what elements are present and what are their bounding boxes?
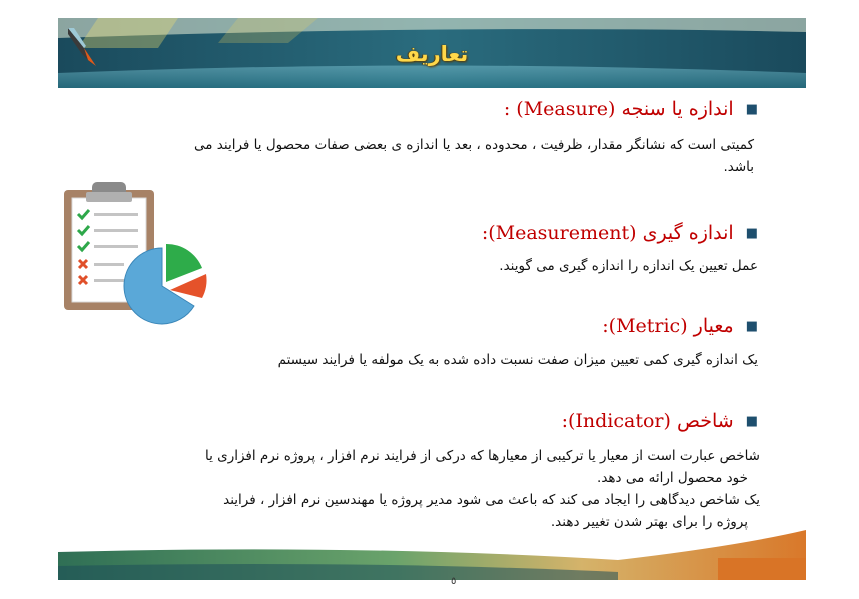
body-line: باشد. (723, 159, 754, 175)
footer-bar (58, 530, 806, 580)
section-heading: شاخص (Indicator): (561, 410, 734, 432)
section-heading: معیار (Metric): (602, 315, 734, 337)
section-heading: اندازه یا سنجه (Measure) : (503, 98, 734, 120)
section-measurement (258, 222, 758, 244)
section-indicator (198, 410, 758, 432)
bullet-icon: ■ (745, 319, 758, 334)
bullet-icon: ■ (745, 414, 758, 429)
section-measure (78, 98, 758, 120)
section-body (70, 445, 760, 533)
slide-title: تعاریف (395, 42, 469, 66)
bullet-icon: ■ (745, 226, 758, 241)
body-line: یک اندازه گیری کمی تعیین میزان صفت نسبت داده شده به یک مولفه یا فرایند سیستم (277, 352, 758, 368)
body-line: عمل تعیین یک اندازه را اندازه گیری می گویند. (499, 258, 758, 274)
section-body (258, 255, 758, 277)
bullet-icon: ■ (745, 102, 758, 117)
page-number: ٥ (451, 576, 457, 587)
body-line: یک شاخص دیدگاهی را ایجاد می کند که باعث می شود مدیر پروژه یا مهندسین نرم افزار ، فرایند (223, 492, 760, 508)
section-heading: اندازه گیری (Measurement): (481, 222, 734, 244)
body-line: پروژه را برای بهتر شدن تغییر دهند. (550, 514, 748, 530)
body-line: کمیتی است که نشانگر مقدار، ظرفیت ، محدوده ، بعد یا اندازه ی بعضی صفات محصول یا فرایند می (194, 137, 754, 153)
body-line: شاخص عبارت است از معیار یا ترکیبی از معیارها که درکی از فرایند نرم افزار ، پروژه نرم افزاری یا (204, 448, 760, 464)
body-line: خود محصول ارائه می دهد. (597, 470, 748, 486)
section-body (98, 349, 758, 371)
clipboard-chart-icon (62, 178, 212, 328)
section-metric (198, 315, 758, 337)
section-body (94, 134, 754, 178)
